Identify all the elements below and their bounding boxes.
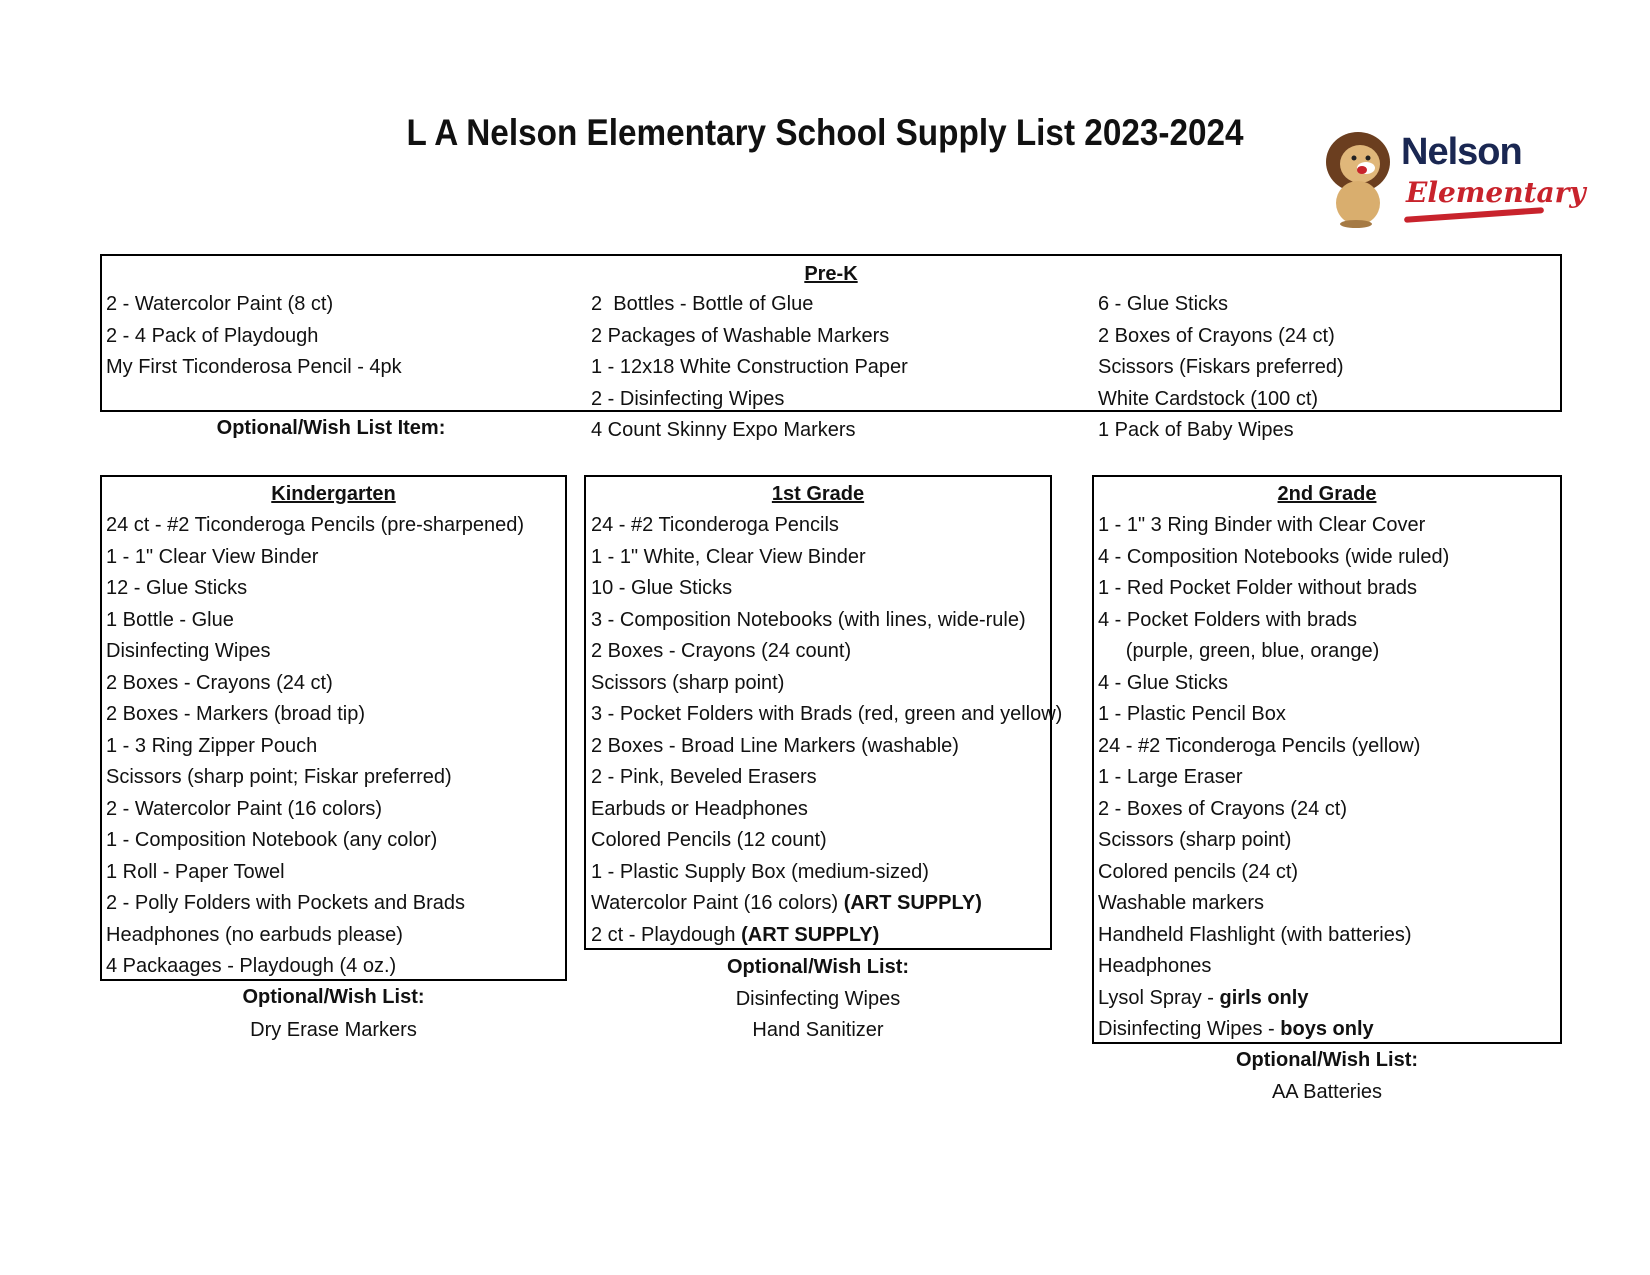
list-item: 2 Boxes - Crayons (24 count): [591, 640, 852, 662]
item-text: Lysol Spray -: [1098, 986, 1220, 1009]
list-item: 2 - Disinfecting Wipes: [591, 387, 785, 410]
first-grade-optional-item: Hand Sanitizer: [752, 1019, 884, 1041]
item-note: boys only: [1280, 1018, 1374, 1040]
first-grade-optional-item: Disinfecting Wipes: [735, 988, 901, 1010]
list-item: Washable markers: [1098, 892, 1264, 914]
list-item: 24 - #2 Ticonderoga Pencils: [591, 514, 839, 536]
list-item: 2 Boxes - Markers (broad tip): [106, 703, 365, 725]
list-item: Colored pencils (24 ct): [1098, 860, 1299, 883]
list-item: Disinfecting Wipes: [106, 640, 271, 662]
list-item: 3 - Pocket Folders with Brads (red, green and yellow): [591, 703, 1063, 725]
list-item: Scissors (sharp point; Fiskar preferred): [106, 766, 452, 788]
list-item: 2 - Pink, Beveled Erasers: [591, 766, 817, 788]
kindergarten-list: [106, 513, 524, 986]
list-item: 2 - Polly Folders with Pockets and Brads: [106, 892, 466, 914]
second-grade-optional-label: Optional/Wish List:: [1235, 1049, 1419, 1071]
list-item: Earbuds or Headphones: [591, 797, 808, 820]
list-item: (purple, green, blue, orange): [1098, 640, 1380, 662]
logo-swoosh: [1404, 207, 1544, 223]
list-item: Headphones: [1098, 955, 1212, 977]
list-item: 3 - Composition Notebooks (with lines, wide-rule): [591, 608, 1026, 631]
list-item: Scissors (sharp point): [1098, 829, 1292, 851]
list-item: 2 Boxes of Crayons (24 ct): [1098, 324, 1335, 347]
list-item: 1 - 1" 3 Ring Binder with Clear Cover: [1098, 514, 1426, 536]
list-item: 2 - 4 Pack of Playdough: [106, 324, 319, 347]
list-item: Scissors (Fiskars preferred): [1098, 356, 1344, 378]
item-text: Disinfecting Wipes -: [1098, 1018, 1281, 1040]
list-item: 1 - 1" White, Clear View Binder: [591, 545, 866, 568]
kindergarten-optional-item: Dry Erase Markers: [250, 1019, 417, 1041]
prek-col-1: [106, 292, 402, 387]
item-text: 2 ct - Playdough: [591, 923, 742, 946]
second-grade-optional-item: AA Batteries: [1271, 1081, 1383, 1103]
list-item: 12 - Glue Sticks: [106, 577, 248, 599]
item-note: girls only: [1219, 986, 1309, 1009]
list-item: 1 - Large Eraser: [1098, 766, 1243, 788]
list-item: 2 Packages of Washable Markers: [591, 324, 890, 347]
logo-subtitle: Elementary: [1406, 176, 1586, 209]
list-item: 1 - Composition Notebook (any color): [106, 829, 438, 851]
second-grade-header: 2nd Grade: [1277, 483, 1377, 505]
list-item: 4 Count Skinny Expo Markers: [591, 419, 856, 441]
kindergarten-header: Kindergarten: [271, 483, 396, 505]
list-item: 24 ct - #2 Ticonderoga Pencils (pre-sharpened): [106, 514, 525, 536]
lion-mascot-icon: [1318, 128, 1402, 228]
first-grade-header: 1st Grade: [771, 483, 865, 505]
list-item: 6 - Glue Sticks: [1098, 293, 1229, 315]
logo-name: Nelson: [1401, 131, 1522, 173]
list-item: 2 - Boxes of Crayons (24 ct): [1098, 797, 1347, 820]
list-item: Colored Pencils (12 count): [591, 829, 827, 851]
list-item: 2 - Watercolor Paint (8 ct): [106, 293, 334, 315]
page-title: L A Nelson Elementary School Supply List 2023-2024: [406, 112, 1244, 153]
list-item: 10 - Glue Sticks: [591, 577, 733, 599]
art-supply-tag: (ART SUPPLY): [843, 892, 982, 914]
list-item: 1 - Red Pocket Folder without brads: [1098, 577, 1418, 599]
list-item: [591, 891, 1062, 923]
second-grade-list: [1098, 513, 1449, 1049]
list-item: White Cardstock (100 ct): [1098, 387, 1319, 410]
list-item: 4 - Pocket Folders with brads: [1098, 608, 1357, 631]
list-item: 1 - 12x18 White Construction Paper: [591, 356, 908, 378]
list-item: 1 Pack of Baby Wipes: [1098, 419, 1294, 441]
list-item: 1 Bottle - Glue: [106, 608, 234, 631]
list-item: [1098, 986, 1449, 1018]
list-item: 1 - Plastic Supply Box (medium-sized): [591, 860, 929, 883]
list-item: Handheld Flashlight (with batteries): [1098, 923, 1412, 946]
kindergarten-optional-label: Optional/Wish List:: [242, 986, 425, 1008]
first-grade-optional-label: Optional/Wish List:: [726, 956, 910, 978]
list-item: 2 Boxes - Broad Line Markers (washable): [591, 734, 959, 757]
list-item: 1 - 1" Clear View Binder: [106, 545, 319, 568]
list-item: My First Ticonderosa Pencil - 4pk: [106, 356, 402, 378]
list-item: 1 - Plastic Pencil Box: [1098, 703, 1286, 725]
prek-col-2: [591, 292, 908, 450]
prek-header: Pre-K: [804, 263, 858, 285]
list-item: Scissors (sharp point): [591, 671, 785, 694]
list-item: Headphones (no earbuds please): [106, 923, 403, 946]
list-item: 24 - #2 Ticonderoga Pencils (yellow): [1098, 734, 1421, 757]
list-item: 4 Packaages - Playdough (4 oz.): [106, 955, 397, 977]
list-item: 1 Roll - Paper Towel: [106, 860, 285, 883]
first-grade-list: [591, 513, 1062, 954]
list-item: 2 - Watercolor Paint (16 colors): [106, 797, 383, 820]
list-item: [591, 923, 1062, 955]
prek-optional-label: Optional/Wish List Item:: [216, 417, 446, 439]
item-text: Watercolor Paint (16 colors): [591, 892, 844, 914]
list-item: 2 Boxes - Crayons (24 ct): [106, 671, 333, 694]
list-item: [1098, 1017, 1449, 1049]
list-item: 4 - Glue Sticks: [1098, 671, 1229, 694]
list-item: 4 - Composition Notebooks (wide ruled): [1098, 545, 1450, 568]
list-item: 1 - 3 Ring Zipper Pouch: [106, 734, 318, 757]
prek-col-3: [1098, 292, 1344, 450]
art-supply-tag: (ART SUPPLY): [741, 923, 880, 946]
list-item: 2 Bottles - Bottle of Glue: [591, 293, 814, 315]
school-logo: [1318, 128, 1586, 238]
